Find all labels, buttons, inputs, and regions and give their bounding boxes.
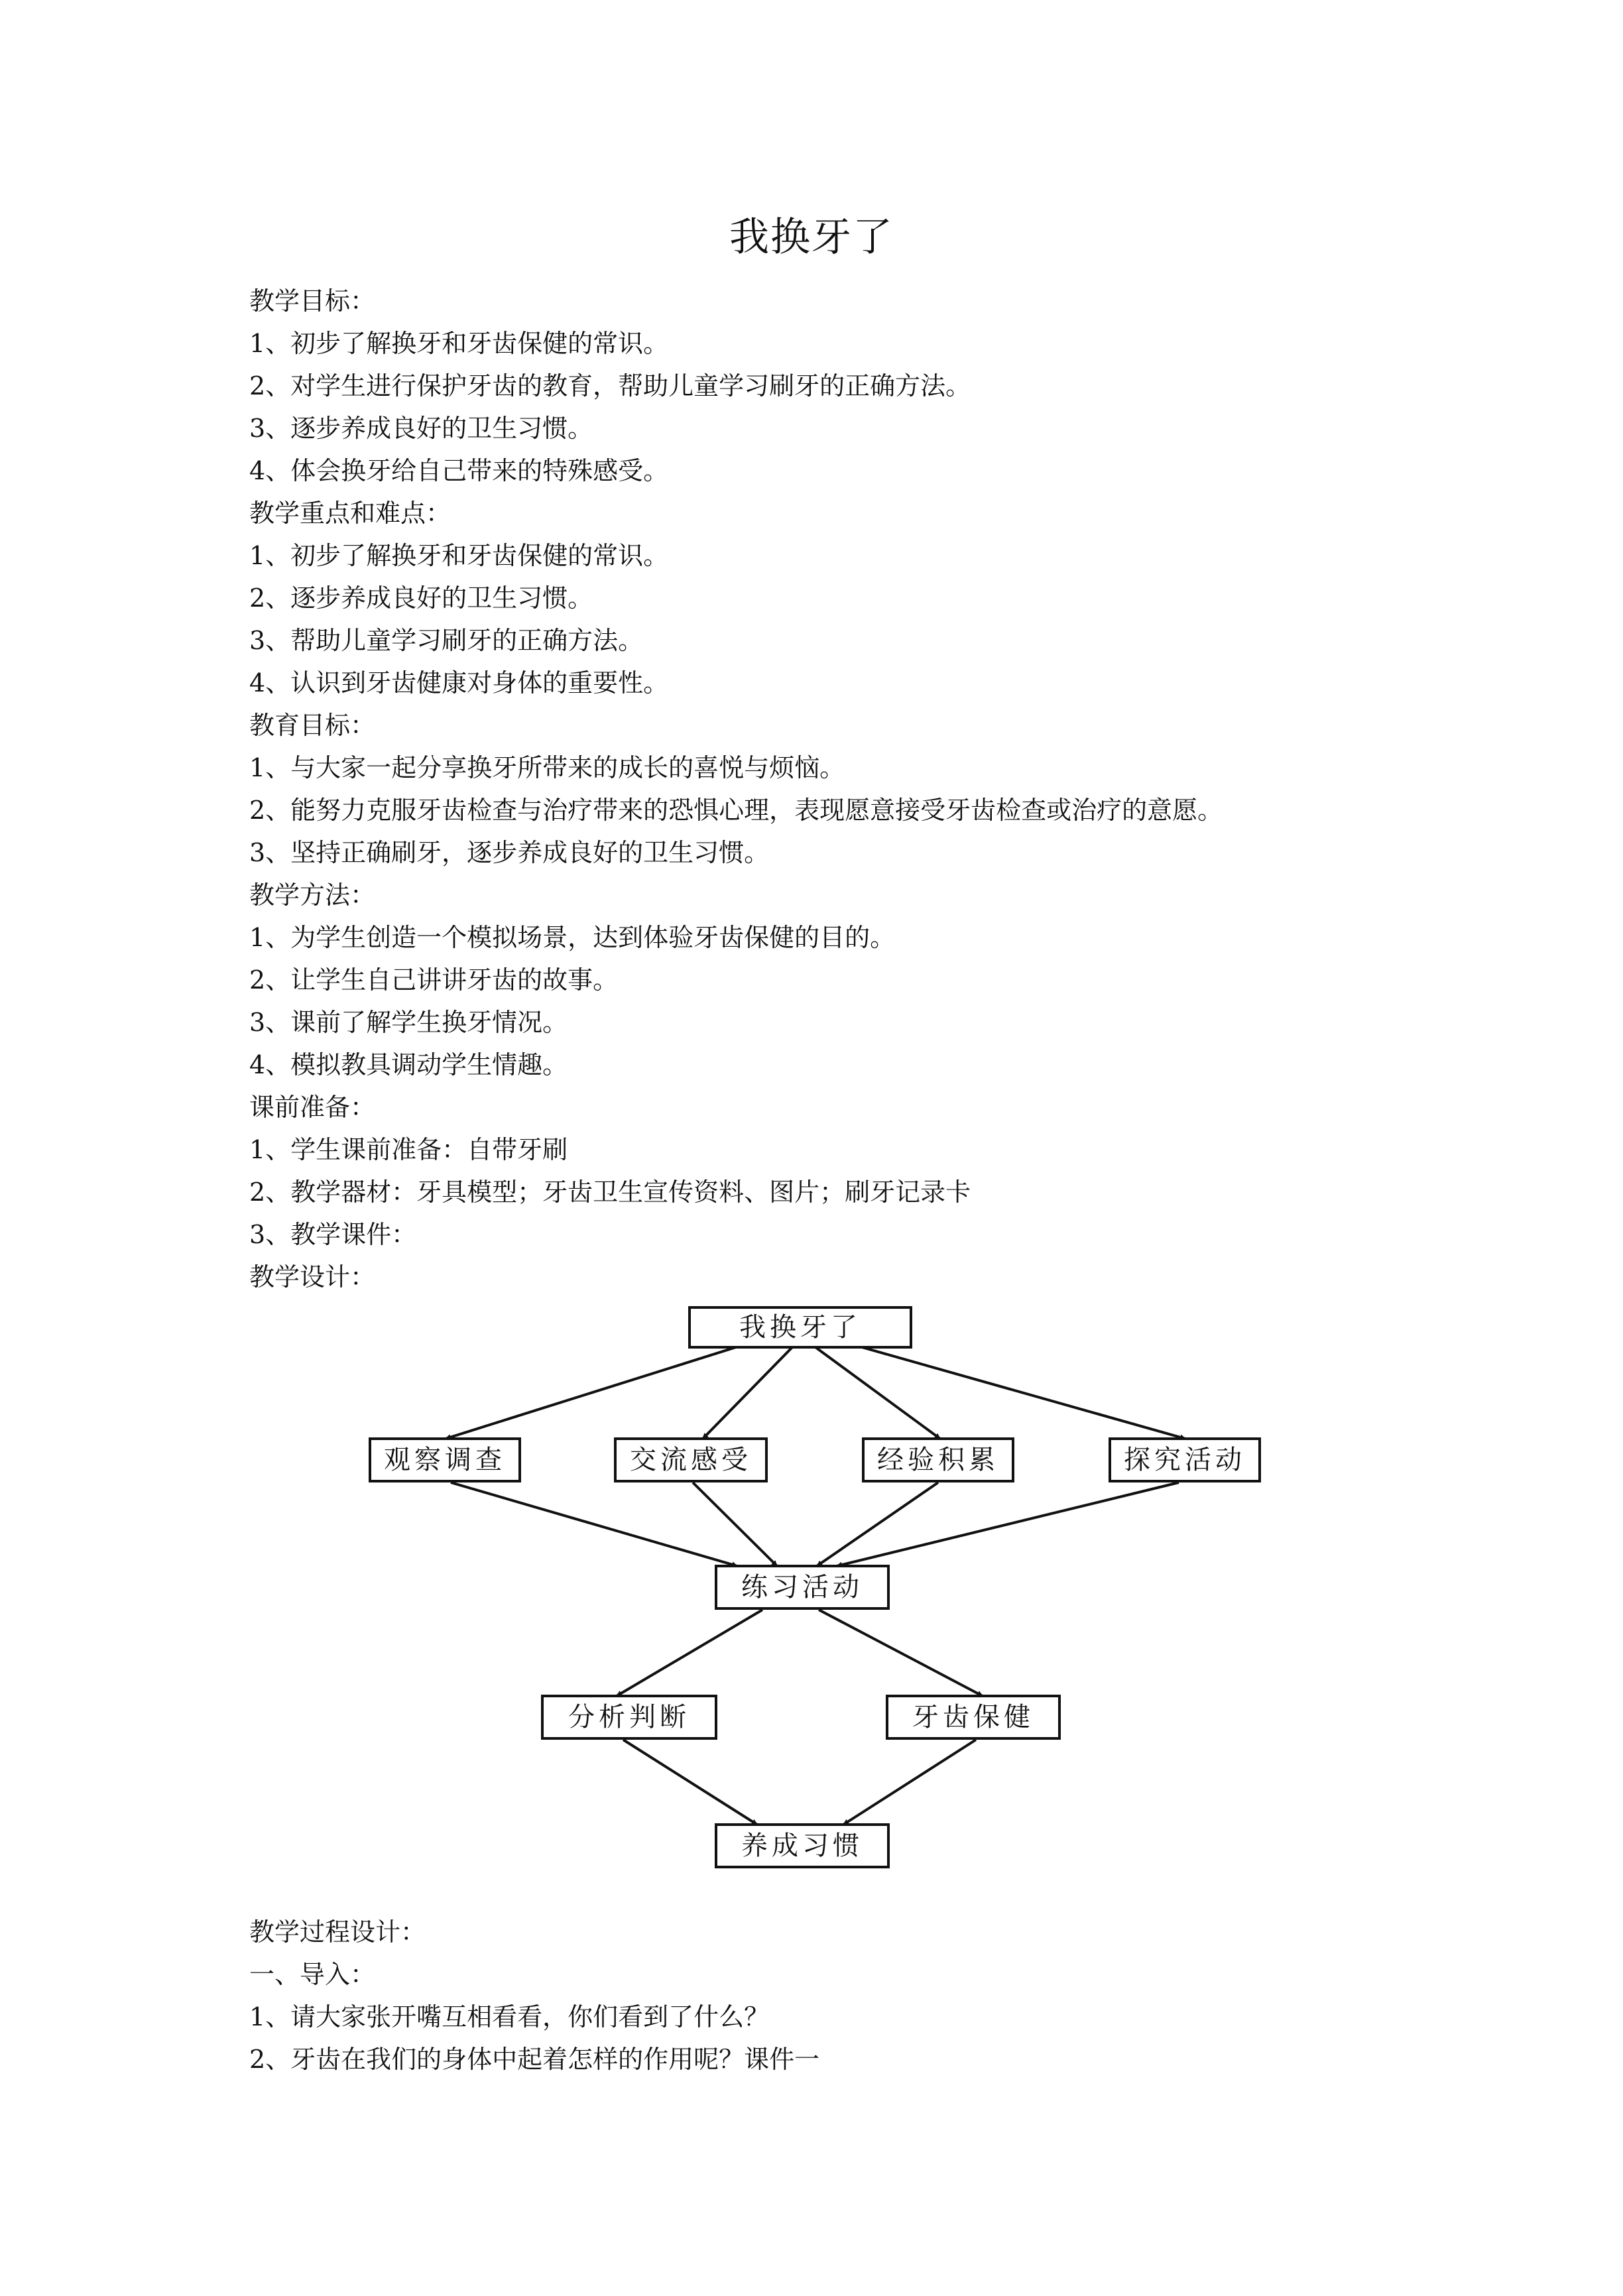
node-habit: 养成习惯 [741, 1831, 863, 1861]
arrow-explore-to-practice [837, 1482, 1179, 1566]
text-line: 1、学生课前准备：自带牙刷 [249, 1135, 568, 1164]
arrow-observe-to-practice [451, 1482, 737, 1566]
text-line: 1、请大家张开嘴互相看看，你们看到了什么？ [249, 2002, 770, 2031]
section-heading: 教学目标： [249, 286, 376, 316]
text-line: 2、让学生自己讲讲牙齿的故事。 [249, 965, 619, 995]
arrow-root-to-observe [446, 1347, 736, 1439]
arrow-dental-to-habit [843, 1740, 976, 1825]
text-line: 2、逐步养成良好的卫生习惯。 [249, 583, 593, 613]
text-line: 1、初步了解换牙和牙齿保健的常识。 [249, 329, 669, 358]
arrow-exchange-to-practice [693, 1482, 777, 1566]
node-observe: 观察调查 [384, 1445, 506, 1475]
node-dental: 牙齿保健 [912, 1702, 1034, 1732]
flowchart-labels [384, 1312, 1246, 1861]
section-heading: 教学方法： [249, 880, 376, 910]
arrow-root-to-exchange [703, 1347, 792, 1439]
text-line: 3、帮助儿童学习刷牙的正确方法。 [249, 626, 644, 655]
node-analyze: 分析判断 [568, 1702, 690, 1732]
arrow-practice-to-analyze [617, 1610, 762, 1696]
text-line: 3、教学课件： [249, 1220, 417, 1249]
text-line: 4、认识到牙齿健康对身体的重要性。 [249, 668, 669, 697]
page-title: 我换牙了 [729, 214, 894, 261]
text-line: 4、体会换牙给自己带来的特殊感受。 [249, 456, 669, 485]
section-heading: 教育目标： [249, 711, 376, 740]
section-heading: 教学重点和难点： [249, 499, 451, 528]
arrow-root-to-explore [862, 1347, 1185, 1439]
text-line: 1、与大家一起分享换牙所带来的成长的喜悦与烦恼。 [249, 753, 845, 782]
section-heading: 一、导入： [249, 1960, 376, 1989]
text-line: 2、教学器材：牙具模型；牙齿卫生宣传资料、图片；刷牙记录卡 [249, 1178, 971, 1207]
section-heading: 课前准备： [249, 1093, 376, 1122]
text-line: 3、坚持正确刷牙，逐步养成良好的卫生习惯。 [249, 838, 770, 867]
text-line: 2、对学生进行保护牙齿的教育，帮助儿童学习刷牙的正确方法。 [249, 371, 971, 400]
arrow-experience-to-practice [817, 1482, 938, 1566]
body-text-continued [249, 1911, 1575, 2081]
section-heading: 教学设计： [249, 1262, 376, 1292]
section-heading: 教学过程设计： [249, 1917, 426, 1947]
text-line: 1、初步了解换牙和牙齿保健的常识。 [249, 541, 669, 570]
arrow-analyze-to-habit [623, 1740, 757, 1825]
text-line: 3、课前了解学生换牙情况。 [249, 1008, 568, 1037]
text-line: 2、牙齿在我们的身体中起着怎样的作用呢？课件一 [249, 2045, 820, 2074]
arrow-practice-to-dental [819, 1610, 983, 1696]
node-explore: 探究活动 [1124, 1445, 1246, 1475]
text-line: 2、能努力克服牙齿检查与治疗带来的恐惧心理，表现愿意接受牙齿检查或治疗的意愿。 [249, 796, 1223, 825]
text-line: 3、逐步养成良好的卫生习惯。 [249, 414, 593, 443]
arrow-root-to-experience [815, 1347, 940, 1439]
node-practice: 练习活动 [741, 1572, 863, 1602]
node-experience: 经验积累 [877, 1445, 999, 1475]
text-line: 1、为学生创造一个模拟场景，达到体验牙齿保健的目的。 [249, 923, 896, 952]
node-exchange: 交流感受 [630, 1445, 752, 1475]
node-root: 我换牙了 [739, 1312, 861, 1343]
text-line: 4、模拟教具调动学生情趣。 [249, 1050, 568, 1079]
